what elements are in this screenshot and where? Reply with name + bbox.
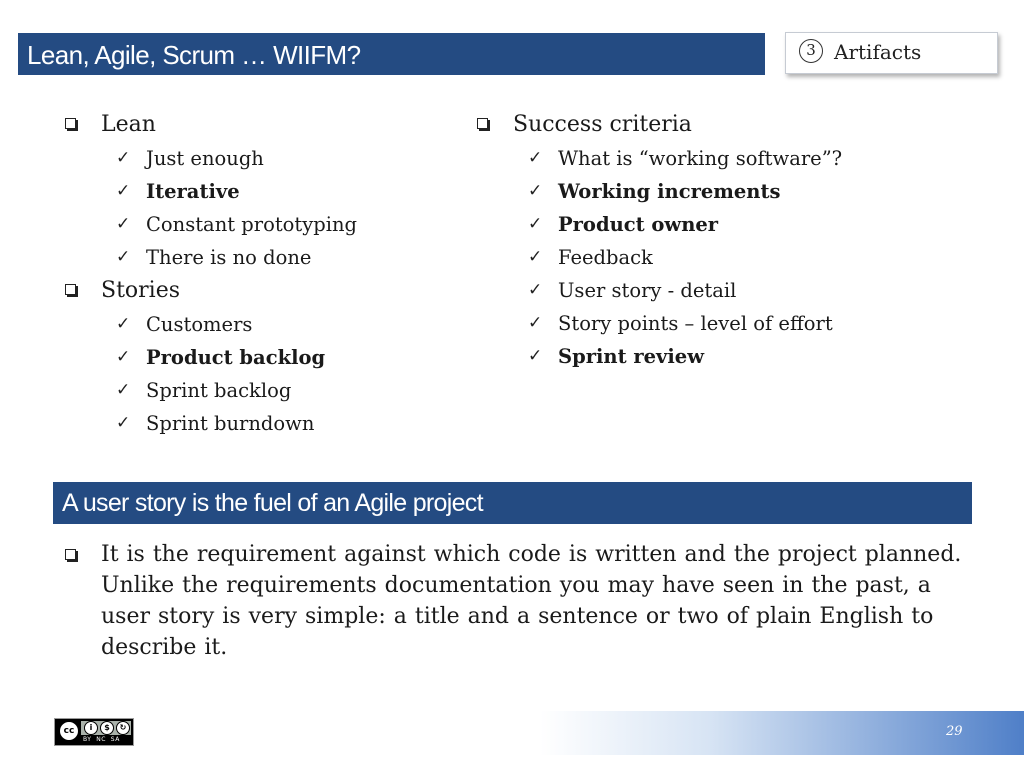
bullet-item: ✓ Sprint backlog — [65, 374, 445, 407]
checkbox-bullet-icon — [477, 118, 488, 129]
checkmark-icon: ✓ — [116, 247, 131, 267]
bullet-item: ✓ There is no done — [65, 241, 445, 274]
subtitle: A user story is the fuel of an Agile project — [62, 489, 483, 517]
bullet-item: ✓ Working increments — [477, 175, 977, 208]
checkmark-icon: ✓ — [116, 380, 131, 400]
section-label: Artifacts — [834, 40, 922, 64]
checkmark-icon: ✓ — [528, 280, 543, 300]
section-badge — [785, 32, 998, 74]
paragraph-text: It is the requirement against which code is written and the project planned. Unlike the requirements documentation you may have seen in the past, a user story is very simple: a title and a sentence or two of plain English to describe it. — [101, 542, 962, 660]
license-label-by: BY — [83, 736, 92, 743]
checkmark-icon: ✓ — [528, 346, 543, 366]
bullet-item: ✓ Constant prototyping — [65, 208, 445, 241]
left-bullet-column — [65, 108, 445, 440]
checkmark-icon: ✓ — [528, 247, 543, 267]
license-label-nc: NC — [96, 736, 106, 743]
bullet-item: ✓ What is “working software”? — [477, 142, 977, 175]
cc-icon: cc — [58, 720, 80, 742]
bullet-item: ✓ Story points – level of effort — [477, 307, 977, 340]
bullet-heading: Success criteria — [477, 108, 977, 142]
checkmark-icon: ✓ — [116, 148, 131, 168]
bullet-item: ✓ Sprint review — [477, 340, 977, 373]
checkmark-icon: ✓ — [528, 181, 543, 201]
bullet-heading: Lean — [65, 108, 445, 142]
checkbox-bullet-icon — [65, 284, 76, 295]
creative-commons-license-badge — [54, 718, 134, 746]
right-bullet-column — [477, 108, 977, 373]
slide-title-bar — [18, 33, 765, 75]
bullet-item: ✓ Product backlog — [65, 341, 445, 374]
section-number: 3 — [799, 39, 823, 63]
checkmark-icon: ✓ — [528, 313, 543, 333]
checkbox-bullet-icon — [65, 118, 76, 129]
checkmark-icon: ✓ — [116, 314, 131, 334]
license-labels — [83, 736, 133, 743]
license-label-sa: SA — [110, 736, 120, 743]
bullet-heading: Stories — [65, 274, 445, 308]
page-number: 29 — [946, 724, 963, 739]
bullet-item: ✓ Just enough — [65, 142, 445, 175]
checkmark-icon: ✓ — [528, 148, 543, 168]
bullet-item: ✓ User story - detail — [477, 274, 977, 307]
slide-title: Lean, Agile, Scrum … WIIFM? — [27, 40, 361, 70]
checkmark-icon: ✓ — [116, 413, 131, 433]
by-icon: i — [84, 721, 98, 735]
nc-icon: $ — [100, 721, 114, 735]
subtitle-bar — [53, 482, 972, 524]
checkmark-icon: ✓ — [528, 214, 543, 234]
bullet-item: ✓ Customers — [65, 308, 445, 341]
bullet-item: ✓ Sprint burndown — [65, 407, 445, 440]
checkbox-bullet-icon — [65, 549, 76, 560]
checkmark-icon: ✓ — [116, 181, 131, 201]
user-story-paragraph — [65, 539, 975, 663]
sa-icon: ↻ — [116, 721, 130, 735]
bullet-item: ✓ Product owner — [477, 208, 977, 241]
bullet-item: ✓ Iterative — [65, 175, 445, 208]
checkmark-icon: ✓ — [116, 347, 131, 367]
bullet-item: ✓ Feedback — [477, 241, 977, 274]
checkmark-icon: ✓ — [116, 214, 131, 234]
